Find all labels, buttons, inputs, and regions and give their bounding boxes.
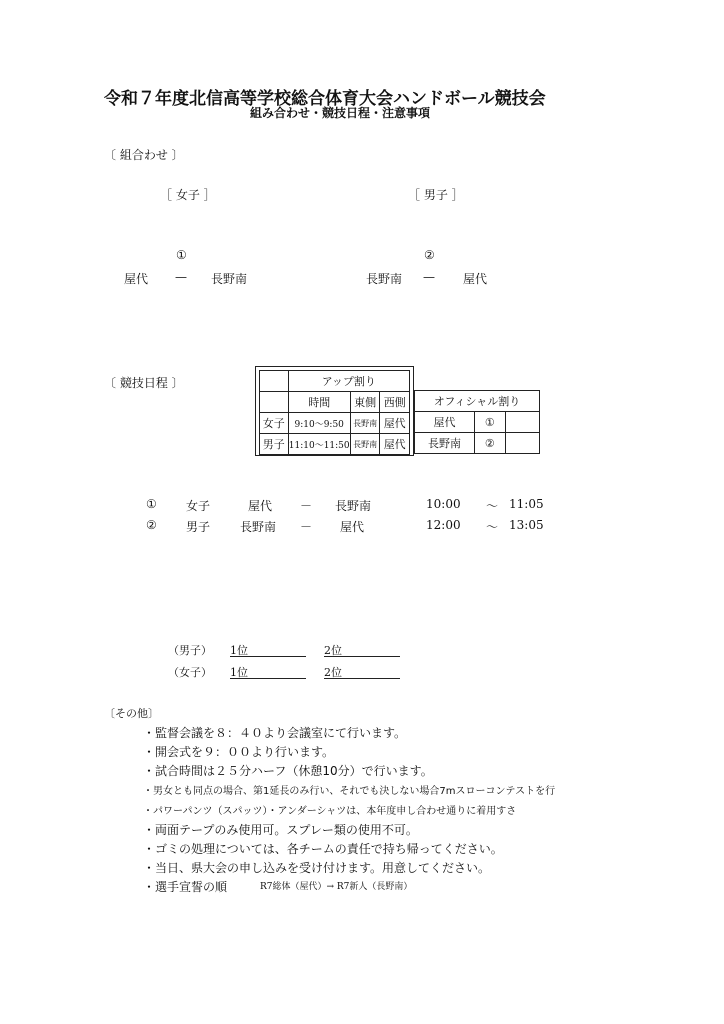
game-dash: －	[300, 520, 313, 534]
time-header: 時間	[288, 392, 350, 413]
note-item: ・開会式を９：００より行います。	[143, 745, 335, 759]
game-team2: 屋代	[340, 520, 365, 534]
result-second-line	[324, 656, 400, 657]
row-time: 11:10～11:50	[288, 434, 350, 455]
warmup-table	[259, 370, 410, 455]
row-east: 長野南	[350, 413, 380, 434]
game-team2: 長野南	[335, 499, 372, 513]
game-end: 11:05	[509, 497, 544, 511]
women-match-number: ①	[176, 248, 187, 262]
game-num: ②	[146, 518, 157, 532]
men-match-number: ②	[424, 248, 435, 262]
game-start: 10:00	[426, 497, 461, 511]
game-division: 女子	[186, 499, 211, 513]
official-num: ①	[475, 412, 506, 433]
note-item: ・監督会議を８：４０より会議室にて行います。	[143, 726, 407, 740]
women-team2: 長野南	[211, 272, 248, 286]
result-second-line	[324, 678, 400, 679]
matchups-heading: 〔 組合わせ 〕	[104, 148, 184, 162]
official-num: ②	[475, 433, 506, 454]
table-row	[415, 433, 540, 454]
schedule-heading: 〔 競技日程 〕	[104, 376, 184, 390]
men-label: ［ 男子 ］	[408, 188, 464, 202]
result-first-label: 1位	[230, 644, 248, 657]
note-item: ・男女とも同点の場合、第1延長のみ行い、それでも決しない場合7mスローコンテストを行	[143, 786, 556, 797]
result-second-label: 2位	[324, 666, 342, 679]
official-team: 屋代	[415, 412, 475, 433]
warmup-header: アップ割り	[288, 371, 409, 392]
west-header: 西側	[380, 392, 410, 413]
official-table	[414, 390, 540, 454]
game-start: 12:00	[426, 518, 461, 532]
game-dash: －	[300, 499, 313, 513]
note-item: ・ゴミの処理については、各チームの責任で持ち帰ってください。	[143, 842, 503, 856]
page-title: 令和７年度北信高等学校総合体育大会ハンドボール競技会	[104, 89, 546, 109]
note-item: ・両面テープのみ使用可。スプレー類の使用不可。	[143, 823, 418, 837]
table-row	[260, 434, 410, 455]
table-row	[415, 412, 540, 433]
note-item: ・パワーパンツ（スパッツ）・アンダーシャツは、本年度申し合わせ通りに着用すさ	[143, 806, 517, 817]
game-tilde: ～	[486, 499, 499, 513]
result-second-label: 2位	[324, 644, 342, 657]
men-dash: —	[423, 270, 435, 284]
oath-label: ・選手宣誓の順	[143, 880, 228, 894]
oath-order: R7総体（屋代）→ R7新人（長野南）	[260, 882, 413, 892]
game-team1: 長野南	[240, 520, 277, 534]
women-label: ［ 女子 ］	[160, 188, 216, 202]
row-west: 屋代	[380, 434, 410, 455]
game-team1: 屋代	[248, 499, 273, 513]
note-item: ・試合時間は２５分ハーフ（休憩10分）で行います。	[143, 764, 433, 778]
result-first-label: 1位	[230, 666, 248, 679]
row-division: 女子	[260, 413, 289, 434]
men-team2: 屋代	[463, 272, 488, 286]
men-team1: 長野南	[366, 272, 403, 286]
women-dash: —	[175, 270, 187, 284]
result-division: （男子）	[168, 644, 212, 657]
page-subtitle: 組み合わせ・競技日程・注意事項	[250, 106, 431, 120]
women-team1: 屋代	[124, 272, 149, 286]
other-heading: 〔その他〕	[104, 707, 159, 720]
table-row	[260, 413, 410, 434]
east-header: 東側	[350, 392, 380, 413]
result-first-line	[230, 678, 306, 679]
game-end: 13:05	[509, 518, 544, 532]
official-team: 長野南	[415, 433, 475, 454]
row-division: 男子	[260, 434, 289, 455]
result-division: （女子）	[168, 666, 212, 679]
row-east: 長野南	[350, 434, 380, 455]
row-west: 屋代	[380, 413, 410, 434]
official-header: オフィシャル割り	[415, 391, 540, 412]
row-time: 9:10～9:50	[288, 413, 350, 434]
result-first-line	[230, 656, 306, 657]
game-tilde: ～	[486, 520, 499, 534]
game-num: ①	[146, 497, 157, 511]
note-item: ・当日、県大会の申し込みを受け付けます。用意してください。	[143, 861, 491, 875]
game-division: 男子	[186, 520, 211, 534]
